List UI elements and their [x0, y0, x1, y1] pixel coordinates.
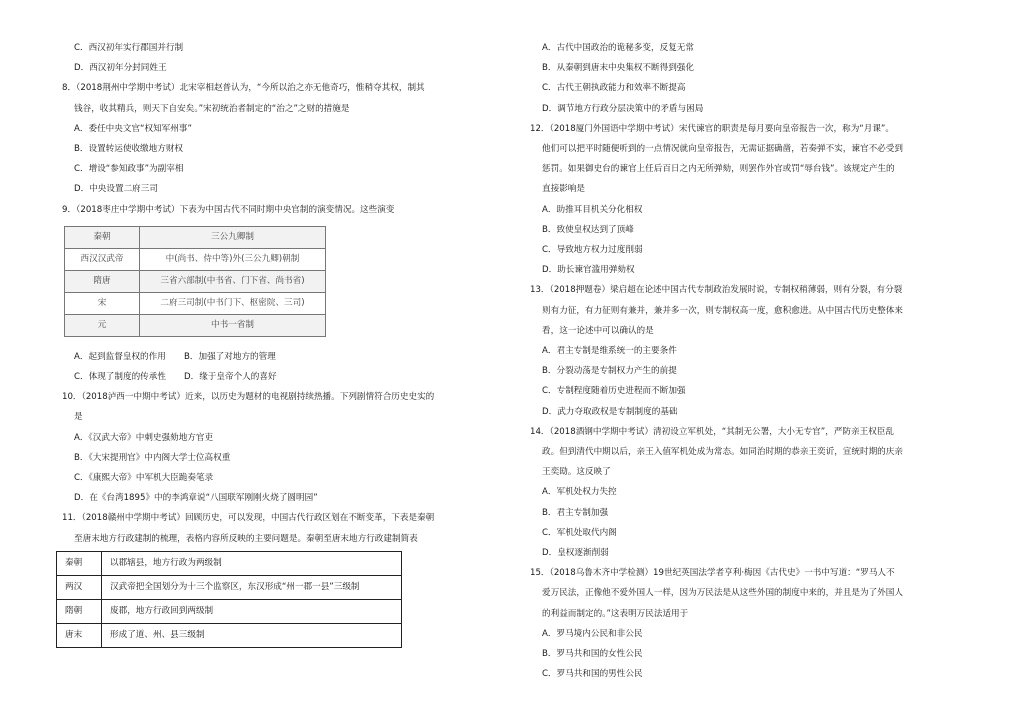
question-stem-cont: 惩罚。如果御史台的谏官上任后百日之内无所弹劾，则罢作外官或罚“辱台钱”。该规定产生的 — [542, 164, 895, 175]
question-stem-cont: 直接影响是 — [542, 184, 585, 195]
option-line: B．加强了对地方的管理 — [184, 351, 276, 362]
option-row — [62, 347, 462, 367]
option-line: A．委任中央文官“权知军州事” — [74, 123, 192, 134]
option-line: A．《汉武大帝》中刺史强劾地方官吏 — [74, 432, 214, 443]
question-stem: 9．（2018枣庄中学期中考试）下表为中国古代不同时期中央官制的演变情况。这些演变 — [62, 204, 395, 215]
table-row — [57, 551, 402, 575]
option-row — [62, 367, 462, 387]
table-cell: 唐末 — [57, 623, 102, 647]
table-cell: 以郡辖县，地方行政为两级制 — [102, 551, 402, 575]
table-row — [65, 292, 326, 314]
question-stem: 10．（2018泸西一中期中考试）近来，以历史为题材的电视剧持续热播。下列剧情符合历史史实的 — [62, 392, 435, 403]
option-line: C．古代王朝执政能力和效率不断提高 — [542, 83, 686, 94]
option-line: B．《大宋提刑官》中内阁大学士位高权重 — [74, 452, 231, 463]
option-line: B．从秦朝到唐末中央集权不断得到强化 — [542, 63, 694, 74]
table-cell: 秦朝 — [65, 226, 140, 248]
left-column — [62, 38, 462, 648]
question-stem: 13．（2018押题卷）梁启超在论述中国古代专制政治发展时说，专制权稍薄弱，则有分裂，有分裂 — [530, 285, 903, 296]
table-cell: 形成了道、州、县三级制 — [102, 623, 402, 647]
table-cell: 两汉 — [57, 575, 102, 599]
table-row — [65, 314, 326, 336]
question-stem-cont: 看，这一论述中可以确认的是 — [542, 325, 654, 336]
question-stem-cont: 则有力征，有力征则有兼并，兼并多一次，则专制权高一度，愈积愈进。从中国古代历史整体来 — [542, 305, 903, 316]
table-row — [65, 270, 326, 292]
question-stem: 8．（2018荆州中学期中考试）北宋宰相赵普认为，“今所以治之亦无他奇巧，惟稍夺其权，制其 — [62, 83, 425, 94]
table-cell: 三省六部制(中书省、门下省、尚书省) — [140, 270, 326, 292]
option-line: D．西汉初年分封同姓王 — [74, 63, 167, 74]
table-cell: 秦朝 — [57, 551, 102, 575]
table-cell: 宋 — [65, 292, 140, 314]
option-line: D．缘于皇帝个人的喜好 — [184, 372, 277, 383]
option-line: C．《康熙大帝》中军机大臣跪奏笔录 — [74, 473, 214, 484]
option-line: B．罗马共和国的女性公民 — [542, 649, 643, 660]
table-cell: 三公九卿制 — [140, 226, 326, 248]
option-line: A．君主专制是维系统一的主要条件 — [542, 346, 677, 357]
option-line: A．罗马境内公民和非公民 — [542, 628, 643, 639]
option-line: C．导致地方权力过度削弱 — [542, 245, 643, 256]
question-9 — [62, 200, 462, 388]
question-15 — [530, 563, 950, 684]
option-line: A．古代中国政治的诡秘多变，反复无常 — [542, 43, 694, 53]
option-line: C．体现了制度的传承性 — [74, 372, 166, 383]
option-line: C．军机处取代内阁 — [542, 527, 617, 538]
table-cell: 中(尚书、侍中等)外(三公九卿)朝制 — [140, 248, 326, 270]
question-stem-cont: 政。但到清代中期以后，亲王入值军机处成为常态。如同治时期的恭亲王奕䜣，宣统时期的庆亲 — [542, 447, 903, 458]
option-line: A．军机处权力失控 — [542, 487, 617, 498]
admin-division-table — [56, 551, 402, 648]
question-13 — [530, 280, 950, 421]
right-column — [530, 38, 950, 685]
question-stem: 11．（2018赣州中学期中考试）回顾历史，可以发现，中国古代行政区划在不断变革，下表是秦朝 — [62, 513, 435, 524]
option-line: D．武力夺取政权是专制制度的基础 — [542, 406, 678, 417]
option-line: B．设置转运使收缴地方财权 — [74, 144, 184, 155]
table-cell: 二府三司制(中书门下、枢密院、三司) — [140, 292, 326, 314]
question-stem-cont: 的利益而制定的。”这表明万民法适用于 — [542, 608, 689, 619]
table-cell: 汉武帝把全国划分为十三个监察区，东汉形成“州一郡一县”三级制 — [102, 575, 402, 599]
question-stem: 14．（2018酒钢中学期中考试）清初设立军机处，“其制无公署，大小无专官”，严防亲王权臣乱 — [530, 426, 894, 437]
option-line: D．调节地方行政分层决策中的矛盾与困局 — [542, 103, 704, 114]
option-line: B．君主专制加强 — [542, 507, 609, 518]
option-line: B．致使皇权达到了顶峰 — [542, 224, 634, 235]
table-cell: 废郡，地方行政回到两级制 — [102, 599, 402, 623]
option-line: C．西汉初年实行郡国并行制 — [74, 43, 184, 53]
option-line: D．在《台湾1895》中的李鸿章说“八国联军刚刚火烧了圆明园” — [74, 493, 318, 504]
option-line: A．助推耳目机关分化相权 — [542, 204, 643, 215]
table-row — [65, 248, 326, 270]
option-line: D．助长谏官滥用弹劾权 — [542, 265, 635, 276]
table-cell: 中书一省制 — [140, 314, 326, 336]
option-line: C．专制程度随着历史进程而不断加强 — [542, 386, 686, 397]
table-cell: 西汉汉武帝 — [65, 248, 140, 270]
question-11 — [62, 508, 462, 647]
table-row — [57, 623, 402, 647]
question-stem-cont: 钱谷，收其精兵，则天下自安矣。”宋初统治者制定的“治之”之财的措施是 — [74, 103, 350, 114]
table-cell: 元 — [65, 314, 140, 336]
question-stem-cont: 爱万民法，正像他不爱外国人一样，因为万民法是从这些外国的制度中来的，并且是为了外国人 — [542, 588, 903, 599]
official-system-table — [64, 226, 326, 337]
table-row — [57, 575, 402, 599]
question-stem: 15．（2018乌鲁木齐中学检测）19世纪英国法学者亨利·梅因《古代史》一书中写道：“罗马人不 — [530, 568, 895, 579]
question-stem-cont: 至唐末地方行政建制的梳理，表格内容所反映的主要问题是。秦朝至唐末地方行政建制简表 — [74, 533, 418, 544]
option-line: C．增设“参知政事”为副宰相 — [74, 164, 184, 175]
question-10 — [62, 387, 462, 508]
question-stem-cont: 他们可以把平时随便听到的一点情况就向皇帝报告，无需证据确凿，若奏弹不实，谏官不必受到 — [542, 144, 903, 155]
option-line: B．分裂动荡是专制权力产生的前提 — [542, 366, 677, 377]
question-stem-cont: 王奕劻。这反映了 — [542, 467, 611, 478]
option-line: D．皇权逐渐削弱 — [542, 548, 609, 559]
question-stem: 12．（2018厦门外国语中学期中考试）宋代谏官的职责是每月要向皇帝报告一次，称为“月课”。 — [530, 123, 894, 134]
question-12 — [530, 119, 950, 281]
option-line: A．起到监督皇权的作用 — [74, 351, 166, 362]
table-row — [65, 226, 326, 248]
question-stem-cont: 是 — [74, 412, 83, 423]
table-cell: 隋唐 — [65, 270, 140, 292]
question-8 — [62, 78, 462, 199]
table-cell: 隋朝 — [57, 599, 102, 623]
table-row — [57, 599, 402, 623]
option-line: D．中央设置二府三司 — [74, 184, 158, 195]
question-14 — [530, 422, 950, 563]
option-line: C．罗马共和国的男性公民 — [542, 669, 643, 680]
